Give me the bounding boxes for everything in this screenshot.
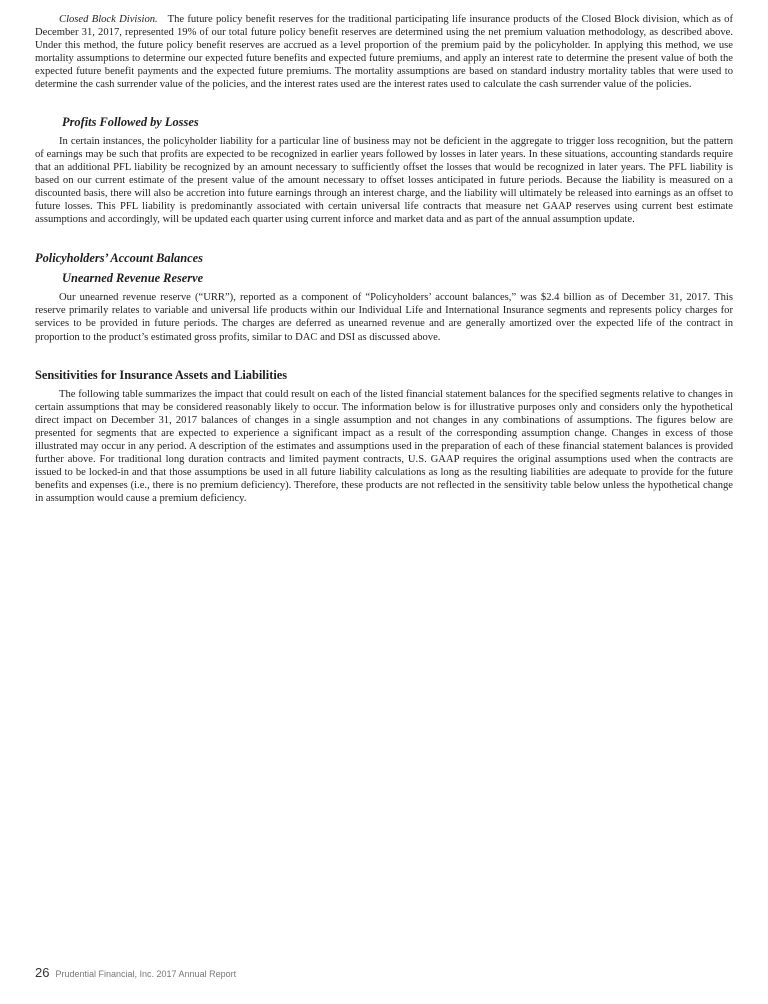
pfl-heading: Profits Followed by Losses bbox=[62, 114, 199, 129]
page-footer bbox=[35, 964, 236, 982]
footer-title: Prudential Financial, Inc. 2017 Annual Report bbox=[55, 969, 237, 979]
closed-block-run-in: Closed Block Division. bbox=[59, 14, 158, 25]
document-page bbox=[35, 0, 733, 505]
pfl-paragraph: In certain instances, the policyholder liability for a particular line of business may not be deficient in the aggregate to trigger loss recognition, but the pattern of earnings may be such that profits are expected to be recognized in earlier years followed by losses in later years. In these situations, accounting standards require that an additional PFL liability be recognized by an amount necessary to sufficiently offset the losses that would be recognized in later years. The PFL liability is based on our current estimate of the present value of the amount necessary to offset losses anticipated in future periods. Because the liability is measured on a discounted basis, there will also be accretion into future earnings through an interest charge, and the liability will ultimately be released into earnings as an offset to future losses. This PFL liability is predominantly associated with certain universal life contracts that measure net GAAP reserves using current best estimate assumptions and accordingly, will be updated each quarter using current inforce and market data and as part of the annual assumption update. bbox=[35, 135, 733, 226]
sensitivities-paragraph: The following table summarizes the impact that could result on each of the listed financial statement balances for the specified segments relative to changes in certain assumptions that may be considered reasonably likely to occur. The information below is for illustrative purposes only and considers only the hypothetical direct impact on December 31, 2017 balances of changes in a single assumption and not changes in any combinations of assumptions. The figures below are presented for segments that are expected to experience a significant impact as a result of the corresponding assumption change. Changes in excess of those illustrated may occur in any period. A description of the estimates and assumptions used in the preparation of each of these financial statement balances is provided further above. For traditional long duration contracts and limited payment contracts, U.S. GAAP requires the original assumptions used when the contracts are issued to be locked-in and that those assumptions be used in all future liability calculations as long as the resulting liabilities are adequate to provide for the future benefits and expenses (i.e., there is no premium deficiency). Therefore, these products are not reflected in the sensitivity table below unless the hypothetical change in assumption would cause a premium deficiency. bbox=[35, 388, 733, 505]
policyholders-account-balances-heading: Policyholders’ Account Balances bbox=[35, 251, 203, 266]
closed-block-text: The future policy benefit reserves for the traditional participating life insurance products of the Closed Block division, which as of December 31, 2017, represented 19% of our total future policy benefit reserves are determined using the net premium valuation methodology, as described above. Under this method, the future policy benefit reserves are accrued as a level proportion of the premium paid by the policyholder. In applying this method, we use mortality assumptions to determine our expected future benefits and expected future premiums, and apply an interest rate to determine the present value of both the expected future benefit payments and the expected future premiums. The mortality assumptions are based on standard industry mortality tables that were used to determine the cash surrender value of the policies, and the interest rates used are the interest rates used to calculate the cash surrender value of the policies. bbox=[35, 14, 733, 91]
urr-paragraph: Our unearned revenue reserve (“URR”), reported as a component of “Policyholders’ account balances,” was $2.4 billion as of December 31, 2017. This reserve primarily relates to variable and universal life products within our Individual Life and International Insurance segments and represents policy charges for services to be provided in future periods. The charges are deferred as unearned revenue and are generally amortized over the expected life of the contract in proportion to the product’s estimated gross profits, similar to DAC and DSI as discussed above. bbox=[35, 292, 733, 343]
page-number: 26 bbox=[35, 965, 50, 980]
sensitivities-heading: Sensitivities for Insurance Assets and Liabilities bbox=[35, 367, 288, 382]
closed-block-paragraph bbox=[35, 13, 733, 92]
unearned-revenue-reserve-heading: Unearned Revenue Reserve bbox=[62, 271, 204, 286]
